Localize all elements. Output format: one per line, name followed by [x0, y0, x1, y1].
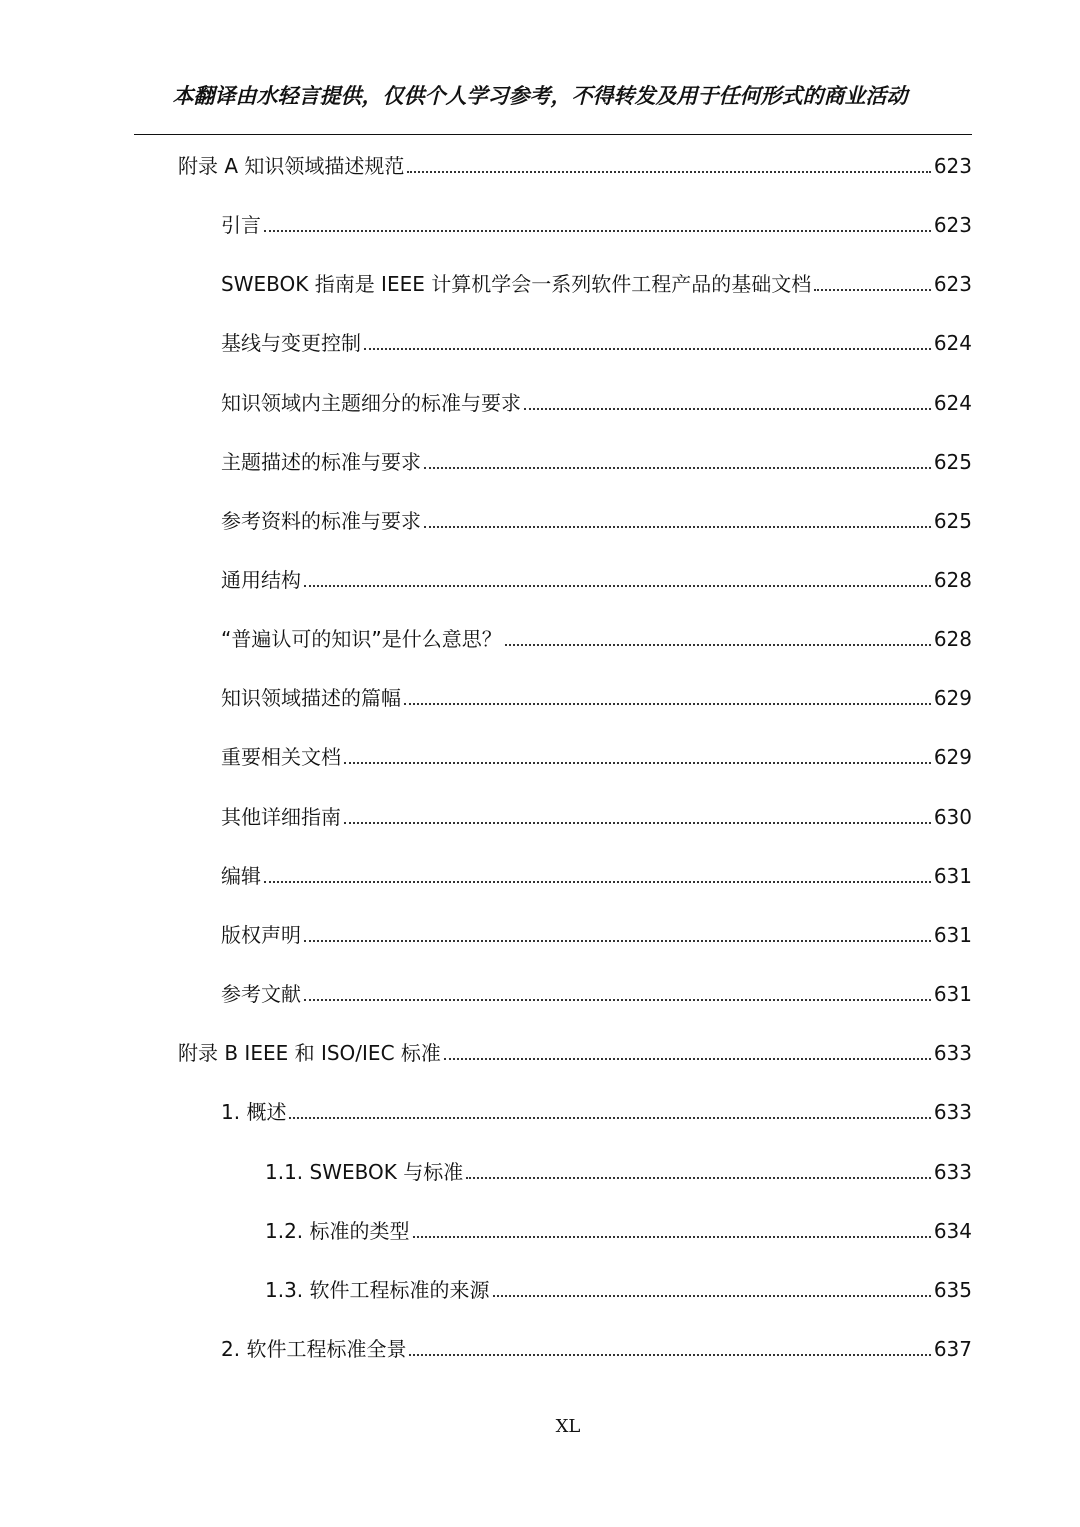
toc-entry-title: 重要相关文档	[221, 745, 341, 769]
toc-entry-standard-types[interactable]	[265, 1216, 972, 1246]
toc-entry-page: 623	[933, 213, 972, 237]
toc-entry-page: 631	[933, 864, 972, 888]
toc-dot-leader	[444, 1058, 931, 1060]
toc-dot-leader	[264, 881, 931, 883]
toc-entry-common-structure[interactable]	[221, 565, 972, 595]
toc-entry-topic-description[interactable]	[221, 447, 972, 477]
toc-entry-other-guidelines[interactable]	[221, 802, 972, 832]
toc-entry-title: SWEBOK 指南是 IEEE 计算机学会一系列软件工程产品的基础文档	[221, 272, 812, 296]
toc-entry-title: 基线与变更控制	[221, 331, 361, 355]
toc-entry-reference-material[interactable]	[221, 506, 972, 536]
toc-dot-leader	[466, 1177, 931, 1179]
toc-entry-page: 628	[933, 568, 972, 592]
toc-entry-standard-sources[interactable]	[265, 1275, 972, 1305]
page-number: XL	[555, 1416, 581, 1437]
toc-entry-page: 625	[933, 450, 972, 474]
toc-entry-baseline[interactable]	[221, 328, 972, 358]
toc-entry-page: 623	[933, 154, 972, 178]
toc-entry-related-documents[interactable]	[221, 742, 972, 772]
toc-dot-leader	[304, 585, 931, 587]
toc-entry-title: “普遍认可的知识”是什么意思？	[221, 627, 502, 651]
toc-entry-page: 629	[933, 686, 972, 710]
toc-dot-leader	[344, 822, 931, 824]
toc-entry-page: 633	[933, 1041, 972, 1065]
toc-dot-leader	[524, 408, 931, 410]
toc-dot-leader	[493, 1295, 931, 1297]
toc-dot-leader	[364, 348, 931, 350]
toc-entry-page: 631	[933, 982, 972, 1006]
toc-dot-leader	[404, 703, 931, 705]
toc-entry-title: 引言	[221, 213, 261, 237]
toc-entry-title: 其他详细指南	[221, 805, 341, 829]
toc-entry-title: 1.3. 软件工程标准的来源	[265, 1278, 490, 1302]
toc-entry-title: 附录 A 知识领域描述规范	[178, 154, 405, 178]
toc-dot-leader	[289, 1117, 930, 1119]
toc-entry-page: 629	[933, 745, 972, 769]
toc-entry-title: 通用结构	[221, 568, 301, 592]
toc-dot-leader	[413, 1236, 931, 1238]
toc-entry-swebok-guide[interactable]	[221, 269, 972, 299]
toc-entry-copyright[interactable]	[221, 920, 972, 950]
toc-entry-page: 633	[933, 1160, 972, 1184]
toc-entry-overview[interactable]	[221, 1097, 972, 1127]
toc-entry-page: 634	[933, 1219, 972, 1243]
toc-entry-page: 623	[933, 272, 972, 296]
toc-dot-leader	[407, 171, 930, 173]
toc-entry-page: 625	[933, 509, 972, 533]
toc-dot-leader	[814, 289, 931, 291]
toc-entry-appendix-a[interactable]	[178, 151, 972, 181]
toc-entry-title: 1.2. 标准的类型	[265, 1219, 410, 1243]
toc-dot-leader	[344, 762, 931, 764]
toc-entry-page: 628	[933, 627, 972, 651]
toc-entry-appendix-b[interactable]	[178, 1038, 972, 1068]
toc-entry-topic-breakdown[interactable]	[221, 388, 972, 418]
toc-dot-leader	[424, 526, 931, 528]
toc-entry-page: 630	[933, 805, 972, 829]
toc-dot-leader	[424, 467, 931, 469]
toc-entry-editing[interactable]	[221, 861, 972, 891]
toc-entry-introduction[interactable]	[221, 210, 972, 240]
toc-entry-length[interactable]	[221, 683, 972, 713]
toc-entry-page: 633	[933, 1100, 972, 1124]
toc-entry-title: 2. 软件工程标准全景	[221, 1337, 407, 1361]
toc-entry-page: 624	[933, 391, 972, 415]
toc-entry-standards-landscape[interactable]	[221, 1334, 972, 1364]
toc-entry-title: 1. 概述	[221, 1100, 287, 1124]
toc-entry-title: 知识领域内主题细分的标准与要求	[221, 391, 521, 415]
toc-entry-title: 参考资料的标准与要求	[221, 509, 421, 533]
toc-dot-leader	[505, 644, 931, 646]
toc-entry-title: 知识领域描述的篇幅	[221, 686, 401, 710]
toc-entry-title: 1.1. SWEBOK 与标准	[265, 1160, 464, 1184]
toc-entry-page: 635	[933, 1278, 972, 1302]
toc-entry-page: 624	[933, 331, 972, 355]
toc-entry-page: 637	[933, 1337, 972, 1361]
toc-entry-title: 版权声明	[221, 923, 301, 947]
toc-entry-references[interactable]	[221, 979, 972, 1009]
toc-dot-leader	[264, 230, 931, 232]
toc-entry-title: 主题描述的标准与要求	[221, 450, 421, 474]
toc-dot-leader	[304, 999, 931, 1001]
toc-entry-swebok-standards[interactable]	[265, 1157, 972, 1187]
toc-dot-leader	[409, 1354, 930, 1356]
toc-entry-title: 参考文献	[221, 982, 301, 1006]
toc-dot-leader	[304, 940, 931, 942]
toc-entry-generally-accepted[interactable]	[221, 624, 972, 654]
page-header-notice: 本翻译由水轻言提供，仅供个人学习参考，不得转发及用于任何形式的商业活动	[172, 84, 908, 108]
toc-entry-page: 631	[933, 923, 972, 947]
toc-entry-title: 附录 B IEEE 和 ISO/IEC 标准	[178, 1041, 441, 1065]
toc-entry-title: 编辑	[221, 864, 261, 888]
